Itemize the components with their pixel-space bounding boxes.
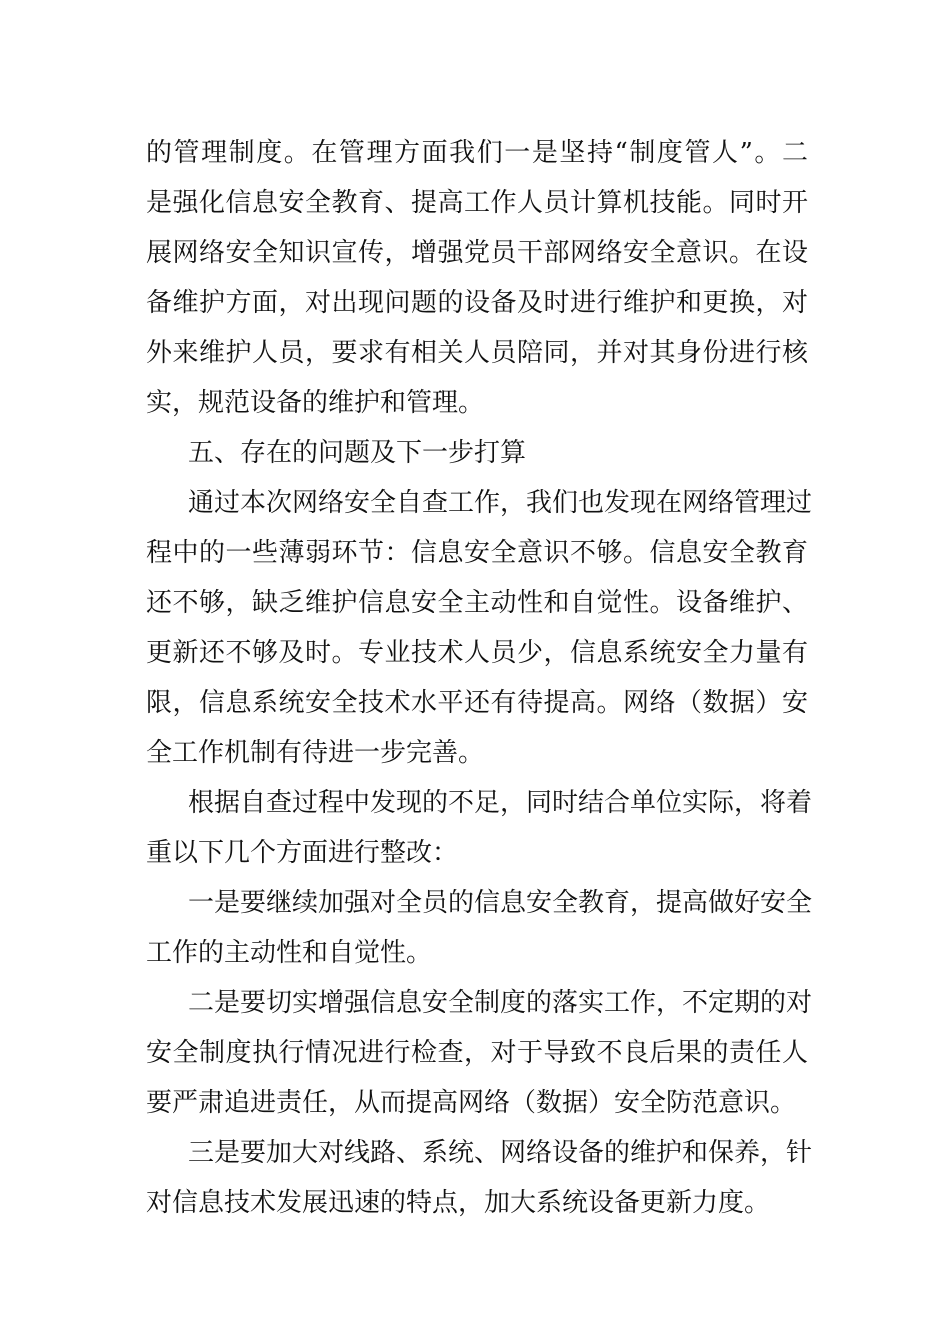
text-line: 安全制度执行情况进行检查，对于导致不良后果的责任人 (146, 1038, 808, 1068)
document-body (146, 128, 813, 1228)
section-heading: 五、存在的问题及下一步打算 (188, 438, 527, 468)
text-line: 外来维护人员，要求有相关人员陪同，并对其身份进行核 (146, 338, 808, 368)
text-line: 的管理制度。在管理方面我们一是坚持“制度管人”。二 (146, 138, 808, 168)
text-line: 通过本次网络安全自查工作，我们也发现在网络管理过 (188, 488, 813, 518)
text-line: 还不够，缺乏维护信息安全主动性和自觉性。设备维护、 (146, 588, 808, 618)
text-line: 要严肃追进责任，从而提高网络（数据）安全防范意识。 (146, 1088, 797, 1118)
text-line: 全工作机制有待进一步完善。 (146, 738, 485, 768)
text-line: 更新还不够及时。专业技术人员少，信息系统安全力量有 (146, 638, 808, 668)
text-line: 备维护方面，对出现问题的设备及时进行维护和更换，对 (146, 288, 808, 318)
text-line: 是强化信息安全教育、提高工作人员计算机技能。同时开 (146, 188, 808, 218)
text-line: 展网络安全知识宣传，增强党员干部网络安全意识。在设 (146, 238, 808, 268)
text-line: 根据自查过程中发现的不足，同时结合单位实际，将着 (188, 788, 813, 818)
text-line: 实，规范设备的维护和管理。 (146, 388, 485, 418)
text-line: 工作的主动性和自觉性。 (146, 938, 433, 968)
text-line: 重以下几个方面进行整改： (146, 838, 459, 868)
text-line: 对信息技术发展迅速的特点，加大系统设备更新力度。 (146, 1188, 771, 1218)
text-line: 限，信息系统安全技术水平还有待提高。网络（数据）安 (146, 688, 808, 718)
text-line: 二是要切实增强信息安全制度的落实工作，不定期的对 (188, 988, 813, 1018)
text-line: 程中的一些薄弱环节：信息安全意识不够。信息安全教育 (146, 538, 808, 568)
text-line: 一是要继续加强对全员的信息安全教育，提高做好安全 (188, 888, 813, 918)
text-line: 三是要加大对线路、系统、网络设备的维护和保养，针 (188, 1138, 813, 1168)
